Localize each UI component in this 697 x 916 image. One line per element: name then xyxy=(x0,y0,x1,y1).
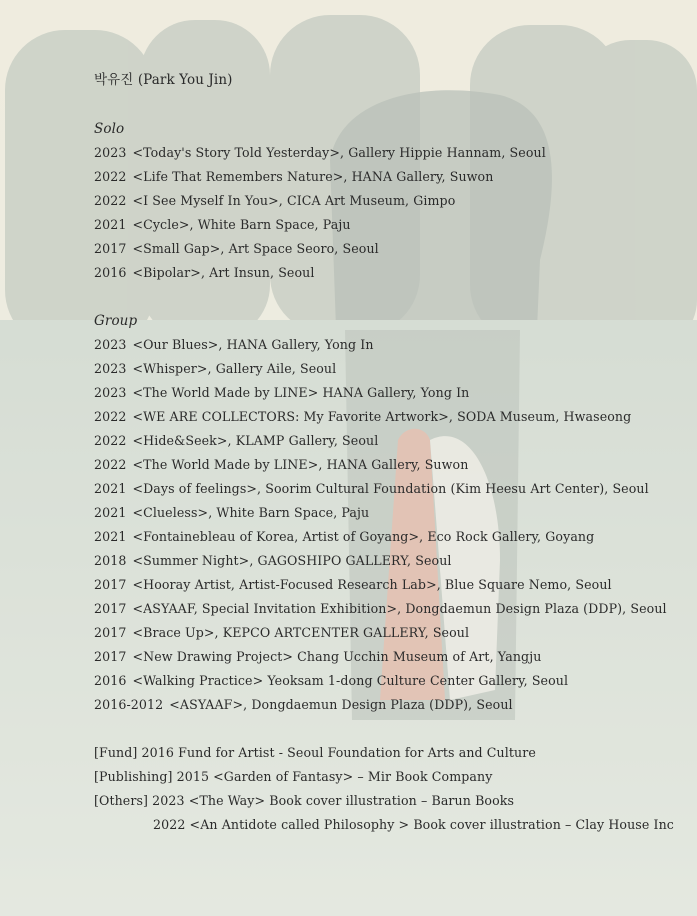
solo-item xyxy=(94,215,684,239)
exhibition: <Walking Practice> Yeoksam 1-dong Culture Center Gallery, Seoul xyxy=(132,673,569,688)
exhibition: <Brace Up>, KEPCO ARTCENTER GALLERY, Seoul xyxy=(132,625,470,640)
group-item xyxy=(94,359,684,383)
year: 2021 xyxy=(94,505,127,520)
solo-item xyxy=(94,167,684,191)
artist-name: 박유진 (Park You Jin) xyxy=(94,72,233,88)
group-item xyxy=(94,551,684,575)
fund-line: [Fund] 2016 Fund for Artist - Seoul Foundation for Arts and Culture xyxy=(94,745,536,760)
year: 2016 xyxy=(94,673,127,688)
group-item xyxy=(94,383,684,407)
cv-content xyxy=(94,70,684,839)
year: 2018 xyxy=(94,553,127,568)
year: 2017 xyxy=(94,601,127,616)
exhibition: <Fontainebleau of Korea, Artist of Goyang>, Eco Rock Gallery, Goyang xyxy=(132,529,595,544)
exhibition: <Bipolar>, Art Insun, Seoul xyxy=(132,265,315,280)
group-item xyxy=(94,503,684,527)
year: 2022 xyxy=(94,457,127,472)
group-item xyxy=(94,455,684,479)
year: 2016 xyxy=(94,265,127,280)
exhibition: <Our Blues>, HANA Gallery, Yong In xyxy=(132,337,374,352)
year: 2021 xyxy=(94,217,127,232)
year: 2023 xyxy=(94,361,127,376)
exhibition: <Hide&Seek>, KLAMP Gallery, Seoul xyxy=(132,433,379,448)
exhibition: <Clueless>, White Barn Space, Paju xyxy=(132,505,370,520)
year: 2021 xyxy=(94,481,127,496)
solo-item xyxy=(94,191,684,215)
year: 2022 xyxy=(94,169,127,184)
group-item xyxy=(94,623,684,647)
exhibition: <Life That Remembers Nature>, HANA Gallery, Suwon xyxy=(132,169,494,184)
exhibition: <Summer Night>, GAGOSHIPO GALLERY, Seoul xyxy=(132,553,452,568)
year: 2021 xyxy=(94,529,127,544)
publishing-line: [Publishing] 2015 <Garden of Fantasy> – Mir Book Company xyxy=(94,769,493,784)
solo-title: Solo xyxy=(94,121,125,137)
year: 2017 xyxy=(94,577,127,592)
exhibition: <ASYAAF>, Dongdaemun Design Plaza (DDP), Seoul xyxy=(169,697,513,712)
exhibition: <Small Gap>, Art Space Seoro, Seoul xyxy=(132,241,379,256)
solo-item xyxy=(94,143,684,167)
exhibition: <WE ARE COLLECTORS: My Favorite Artwork>, SODA Museum, Hwaseong xyxy=(132,409,632,424)
year: 2016-2012 xyxy=(94,697,164,712)
exhibition: <Cycle>, White Barn Space, Paju xyxy=(132,217,351,232)
year: 2017 xyxy=(94,625,127,640)
exhibition: <New Drawing Project> Chang Ucchin Museum of Art, Yangju xyxy=(132,649,542,664)
others-line-2: 2022 <An Antidote called Philosophy > Book cover illustration – Clay House Inc xyxy=(153,817,674,832)
year: 2017 xyxy=(94,241,127,256)
year: 2023 xyxy=(94,385,127,400)
group-item xyxy=(94,695,684,719)
exhibition: <Today's Story Told Yesterday>, Gallery Hippie Hannam, Seoul xyxy=(132,145,546,160)
group-list xyxy=(94,335,684,719)
year: 2023 xyxy=(94,145,127,160)
group-item xyxy=(94,407,684,431)
exhibition: <The World Made by LINE>, HANA Gallery, Suwon xyxy=(132,457,469,472)
solo-item xyxy=(94,239,684,263)
exhibition: <Days of feelings>, Soorim Cultural Foundation (Kim Heesu Art Center), Seoul xyxy=(132,481,649,496)
year: 2022 xyxy=(94,193,127,208)
exhibition: <I See Myself In You>, CICA Art Museum, Gimpo xyxy=(132,193,456,208)
others-line: [Others] 2023 <The Way> Book cover illustration – Barun Books xyxy=(94,793,515,808)
exhibition: <ASYAAF, Special Invitation Exhibition>, Dongdaemun Design Plaza (DDP), Seoul xyxy=(132,601,667,616)
group-item xyxy=(94,599,684,623)
year: 2023 xyxy=(94,337,127,352)
year: 2022 xyxy=(94,409,127,424)
solo-item xyxy=(94,263,684,287)
year: 2022 xyxy=(94,433,127,448)
group-item xyxy=(94,671,684,695)
solo-list xyxy=(94,143,684,287)
group-item xyxy=(94,647,684,671)
year: 2017 xyxy=(94,649,127,664)
group-item xyxy=(94,527,684,551)
group-title: Group xyxy=(94,313,138,329)
group-item xyxy=(94,335,684,359)
group-item xyxy=(94,479,684,503)
exhibition: <Whisper>, Gallery Aile, Seoul xyxy=(132,361,337,376)
spacer xyxy=(94,719,684,743)
exhibition: <Hooray Artist, Artist-Focused Research Lab>, Blue Square Nemo, Seoul xyxy=(132,577,612,592)
exhibition: <The World Made by LINE> HANA Gallery, Yong In xyxy=(132,385,470,400)
group-item xyxy=(94,431,684,455)
spacer xyxy=(94,287,684,311)
group-item xyxy=(94,575,684,599)
